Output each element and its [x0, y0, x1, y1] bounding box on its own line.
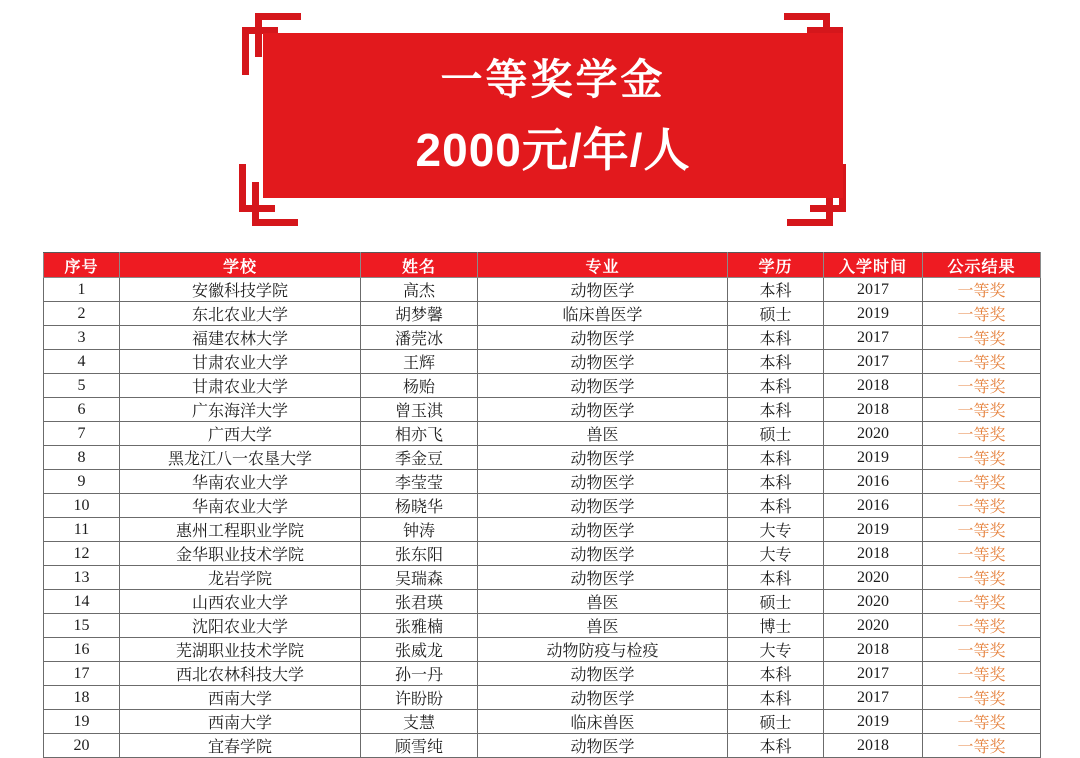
cell-major: 动物医学	[478, 566, 728, 590]
cell-result: 一等奖	[923, 734, 1041, 758]
cell-degree: 本科	[728, 494, 824, 518]
cell-no: 20	[44, 734, 120, 758]
cell-year: 2018	[824, 542, 923, 566]
cell-result: 一等奖	[923, 542, 1041, 566]
table-row	[44, 326, 1041, 350]
cell-school: 广西大学	[120, 422, 361, 446]
cell-result: 一等奖	[923, 350, 1041, 374]
cell-degree: 硕士	[728, 590, 824, 614]
cell-degree: 本科	[728, 374, 824, 398]
cell-no: 10	[44, 494, 120, 518]
cell-school: 金华职业技术学院	[120, 542, 361, 566]
table-row	[44, 614, 1041, 638]
cell-no: 14	[44, 590, 120, 614]
table-row	[44, 374, 1041, 398]
cell-name: 张东阳	[361, 542, 478, 566]
cell-name: 张君瑛	[361, 590, 478, 614]
cell-result: 一等奖	[923, 326, 1041, 350]
cell-degree: 大专	[728, 638, 824, 662]
cell-degree: 大专	[728, 518, 824, 542]
cell-school: 西南大学	[120, 686, 361, 710]
cell-major: 兽医	[478, 422, 728, 446]
cell-degree: 本科	[728, 470, 824, 494]
cell-no: 13	[44, 566, 120, 590]
cell-name: 顾雪纯	[361, 734, 478, 758]
cell-degree: 本科	[728, 566, 824, 590]
cell-school: 东北农业大学	[120, 302, 361, 326]
cell-no: 16	[44, 638, 120, 662]
cell-no: 19	[44, 710, 120, 734]
cell-school: 福建农林大学	[120, 326, 361, 350]
cell-year: 2016	[824, 494, 923, 518]
cell-name: 季金豆	[361, 446, 478, 470]
cell-major: 动物医学	[478, 470, 728, 494]
cell-degree: 本科	[728, 446, 824, 470]
cell-degree: 本科	[728, 326, 824, 350]
cell-major: 动物医学	[478, 374, 728, 398]
cell-no: 15	[44, 614, 120, 638]
cell-year: 2017	[824, 326, 923, 350]
cell-school: 沈阳农业大学	[120, 614, 361, 638]
cell-degree: 博士	[728, 614, 824, 638]
cell-year: 2020	[824, 590, 923, 614]
cell-school: 西北农林科技大学	[120, 662, 361, 686]
cell-name: 曾玉淇	[361, 398, 478, 422]
cell-school: 西南大学	[120, 710, 361, 734]
table-header-row	[44, 253, 1041, 278]
cell-major: 兽医	[478, 614, 728, 638]
header-name: 姓名	[361, 253, 478, 278]
cell-year: 2018	[824, 398, 923, 422]
table-row	[44, 350, 1041, 374]
cell-degree: 本科	[728, 662, 824, 686]
cell-major: 动物医学	[478, 662, 728, 686]
cell-degree: 本科	[728, 278, 824, 302]
cell-name: 相亦飞	[361, 422, 478, 446]
cell-degree: 硕士	[728, 302, 824, 326]
table-row	[44, 686, 1041, 710]
cell-no: 3	[44, 326, 120, 350]
cell-major: 动物防疫与检疫	[478, 638, 728, 662]
cell-year: 2019	[824, 710, 923, 734]
cell-result: 一等奖	[923, 566, 1041, 590]
cell-degree: 大专	[728, 542, 824, 566]
cell-major: 动物医学	[478, 494, 728, 518]
scholarship-table	[43, 252, 1041, 758]
header-year: 入学时间	[824, 253, 923, 278]
cell-no: 8	[44, 446, 120, 470]
cell-year: 2019	[824, 302, 923, 326]
cell-year: 2019	[824, 446, 923, 470]
cell-result: 一等奖	[923, 422, 1041, 446]
cell-name: 高杰	[361, 278, 478, 302]
cell-name: 王辉	[361, 350, 478, 374]
cell-year: 2020	[824, 566, 923, 590]
table-row	[44, 302, 1041, 326]
cell-result: 一等奖	[923, 638, 1041, 662]
cell-year: 2016	[824, 470, 923, 494]
table-row	[44, 470, 1041, 494]
cell-result: 一等奖	[923, 494, 1041, 518]
cell-degree: 硕士	[728, 710, 824, 734]
header-no: 序号	[44, 253, 120, 278]
cell-result: 一等奖	[923, 470, 1041, 494]
cell-school: 甘肃农业大学	[120, 374, 361, 398]
header-result: 公示结果	[923, 253, 1041, 278]
cell-name: 杨晓华	[361, 494, 478, 518]
banner-amount: 2000元/年/人	[415, 123, 691, 176]
cell-school: 华南农业大学	[120, 494, 361, 518]
table-body	[44, 278, 1041, 758]
cell-major: 动物医学	[478, 350, 728, 374]
table-row	[44, 422, 1041, 446]
table-row	[44, 542, 1041, 566]
cell-year: 2017	[824, 278, 923, 302]
cell-result: 一等奖	[923, 710, 1041, 734]
header-school: 学校	[120, 253, 361, 278]
cell-year: 2020	[824, 422, 923, 446]
cell-result: 一等奖	[923, 278, 1041, 302]
table-row	[44, 638, 1041, 662]
cell-school: 广东海洋大学	[120, 398, 361, 422]
cell-major: 临床兽医学	[478, 302, 728, 326]
cell-major: 动物医学	[478, 326, 728, 350]
cell-name: 潘莞冰	[361, 326, 478, 350]
cell-year: 2018	[824, 734, 923, 758]
cell-name: 许盼盼	[361, 686, 478, 710]
cell-major: 动物医学	[478, 398, 728, 422]
cell-name: 张威龙	[361, 638, 478, 662]
cell-major: 动物医学	[478, 686, 728, 710]
table-row	[44, 494, 1041, 518]
banner-area	[0, 0, 1080, 240]
cell-no: 18	[44, 686, 120, 710]
cell-result: 一等奖	[923, 374, 1041, 398]
cell-year: 2020	[824, 614, 923, 638]
header-degree: 学历	[728, 253, 824, 278]
cell-year: 2019	[824, 518, 923, 542]
cell-result: 一等奖	[923, 302, 1041, 326]
cell-no: 1	[44, 278, 120, 302]
cell-school: 芜湖职业技术学院	[120, 638, 361, 662]
cell-no: 2	[44, 302, 120, 326]
cell-school: 惠州工程职业学院	[120, 518, 361, 542]
cell-no: 7	[44, 422, 120, 446]
cell-school: 华南农业大学	[120, 470, 361, 494]
banner-title: 一等奖学金	[440, 55, 666, 103]
cell-school: 山西农业大学	[120, 590, 361, 614]
cell-school: 宜春学院	[120, 734, 361, 758]
cell-no: 9	[44, 470, 120, 494]
cell-degree: 硕士	[728, 422, 824, 446]
cell-no: 11	[44, 518, 120, 542]
cell-year: 2018	[824, 638, 923, 662]
cell-major: 动物医学	[478, 734, 728, 758]
cell-result: 一等奖	[923, 590, 1041, 614]
cell-name: 孙一丹	[361, 662, 478, 686]
cell-result: 一等奖	[923, 518, 1041, 542]
cell-name: 吴瑞森	[361, 566, 478, 590]
cell-school: 安徽科技学院	[120, 278, 361, 302]
cell-no: 6	[44, 398, 120, 422]
cell-result: 一等奖	[923, 614, 1041, 638]
cell-degree: 本科	[728, 398, 824, 422]
cell-year: 2017	[824, 686, 923, 710]
cell-degree: 本科	[728, 350, 824, 374]
cell-major: 动物医学	[478, 518, 728, 542]
cell-name: 支慧	[361, 710, 478, 734]
cell-name: 李莹莹	[361, 470, 478, 494]
table-row	[44, 710, 1041, 734]
table-row	[44, 734, 1041, 758]
cell-result: 一等奖	[923, 398, 1041, 422]
cell-name: 张雅楠	[361, 614, 478, 638]
cell-major: 兽医	[478, 590, 728, 614]
cell-degree: 本科	[728, 686, 824, 710]
table-row	[44, 278, 1041, 302]
cell-year: 2017	[824, 350, 923, 374]
cell-result: 一等奖	[923, 446, 1041, 470]
table-row	[44, 662, 1041, 686]
table-row	[44, 566, 1041, 590]
cell-major: 动物医学	[478, 446, 728, 470]
cell-year: 2017	[824, 662, 923, 686]
cell-year: 2018	[824, 374, 923, 398]
cell-name: 钟涛	[361, 518, 478, 542]
cell-result: 一等奖	[923, 686, 1041, 710]
cell-major: 动物医学	[478, 542, 728, 566]
cell-no: 4	[44, 350, 120, 374]
table-row	[44, 590, 1041, 614]
table-row	[44, 446, 1041, 470]
cell-no: 5	[44, 374, 120, 398]
cell-result: 一等奖	[923, 662, 1041, 686]
header-major: 专业	[478, 253, 728, 278]
banner	[263, 33, 843, 198]
cell-school: 龙岩学院	[120, 566, 361, 590]
cell-name: 杨贻	[361, 374, 478, 398]
table-row	[44, 518, 1041, 542]
cell-no: 12	[44, 542, 120, 566]
cell-school: 甘肃农业大学	[120, 350, 361, 374]
cell-major: 临床兽医	[478, 710, 728, 734]
cell-degree: 本科	[728, 734, 824, 758]
table-row	[44, 398, 1041, 422]
cell-name: 胡梦馨	[361, 302, 478, 326]
cell-no: 17	[44, 662, 120, 686]
cell-school: 黑龙江八一农垦大学	[120, 446, 361, 470]
cell-major: 动物医学	[478, 278, 728, 302]
